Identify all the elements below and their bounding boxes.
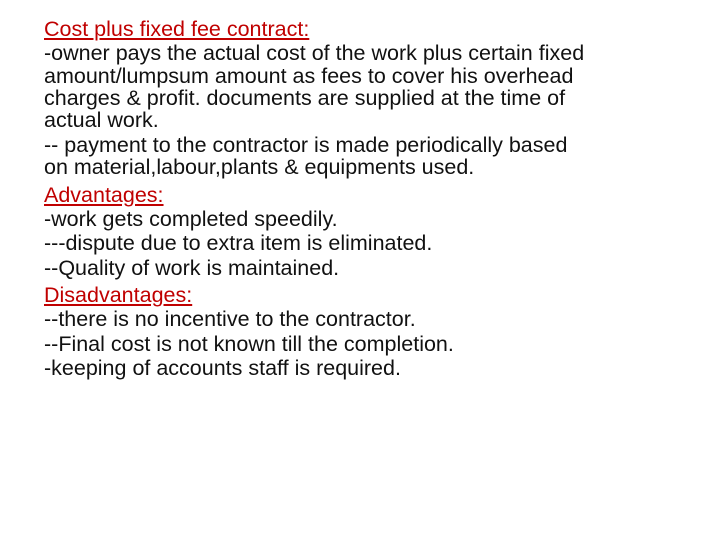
intro-line-3: charges & profit. documents are supplied at the time of — [44, 86, 566, 111]
advantage-item-2: ---dispute due to extra item is eliminated. — [44, 231, 433, 256]
intro-line-1: -owner pays the actual cost of the work plus certain fixed — [44, 41, 585, 66]
advantage-item-3: --Quality of work is maintained. — [44, 255, 340, 280]
intro-line-5: -- payment to the contractor is made periodically based — [44, 132, 568, 157]
intro-line-2: amount/lumpsum amount as fees to cover his overhead — [44, 63, 574, 88]
advantages-heading: Advantages: — [44, 182, 164, 207]
disadvantage-item-3: -keeping of accounts staff is required. — [44, 356, 401, 381]
advantage-item-1: -work gets completed speedily. — [44, 206, 338, 231]
disadvantage-item-1: --there is no incentive to the contractor. — [44, 307, 416, 332]
slide-body — [44, 18, 694, 379]
disadvantages-heading: Disadvantages: — [44, 282, 193, 307]
slide-title: Cost plus fixed fee contract: — [44, 17, 310, 41]
disadvantage-item-2: --Final cost is not known till the completion. — [44, 331, 454, 356]
intro-line-4: actual work. — [44, 108, 159, 133]
intro-line-6: on material,labour,plants & equipments used. — [44, 155, 475, 180]
